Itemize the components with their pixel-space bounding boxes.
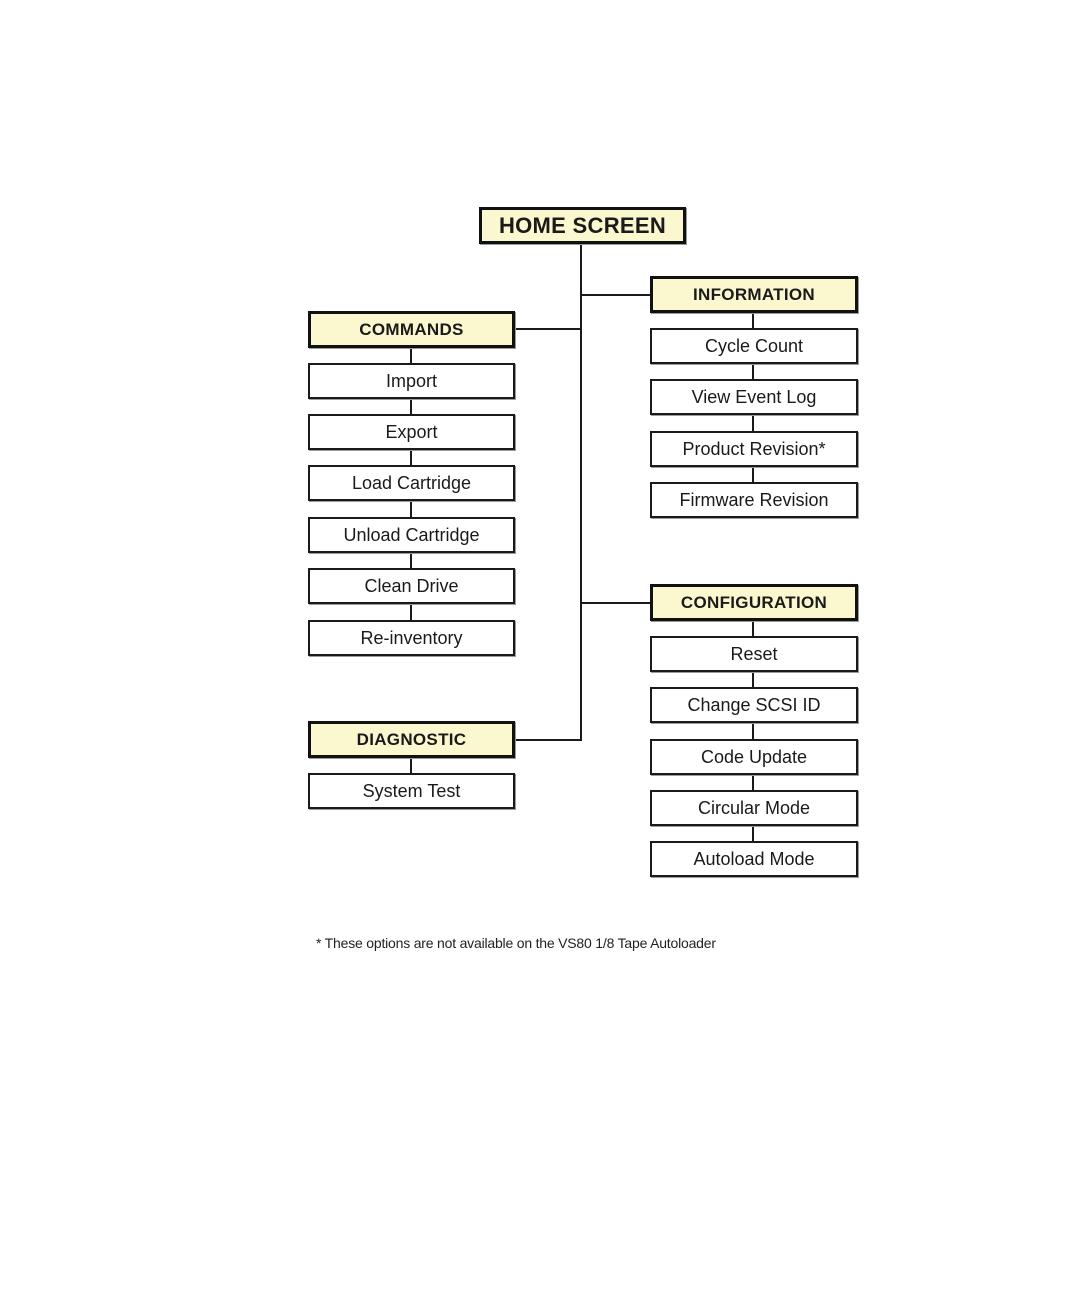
branch-diagnostic-line	[514, 739, 582, 741]
branch-information-line	[580, 294, 652, 296]
configuration-header-box	[650, 584, 858, 621]
command-item-load-cartridge: Load Cartridge	[308, 465, 515, 501]
configuration-item-change-scsi-id: Change SCSI ID	[650, 687, 858, 723]
command-item-re-inventory: Re-inventory	[308, 620, 515, 656]
information-header-box	[650, 276, 858, 313]
information-item-firmware-revision: Firmware Revision	[650, 482, 858, 518]
information-item-product-revision: Product Revision*	[650, 431, 858, 467]
command-item-clean-drive: Clean Drive	[308, 568, 515, 604]
diagnostic-header-label: DIAGNOSTIC	[356, 729, 467, 749]
information-item-view-event-log: View Event Log	[650, 379, 858, 415]
diagnostic-item-system-test: System Test	[308, 773, 515, 809]
home-screen-label: HOME SCREEN	[498, 212, 667, 238]
configuration-item-code-update: Code Update	[650, 739, 858, 775]
diagnostic-header-box	[308, 721, 515, 758]
command-item-import: Import	[308, 363, 515, 399]
home-screen-box	[479, 207, 686, 244]
branch-commands-line	[514, 328, 582, 330]
trunk-line	[580, 242, 582, 741]
configuration-item-circular-mode: Circular Mode	[650, 790, 858, 826]
configuration-item-autoload-mode: Autoload Mode	[650, 841, 858, 877]
information-header-label: INFORMATION	[693, 284, 815, 304]
command-item-export: Export	[308, 414, 515, 450]
branch-configuration-line	[580, 602, 652, 604]
commands-header-box	[308, 311, 515, 348]
footnote: * These options are not available on the VS80 1/8 Tape Autoloader	[316, 935, 716, 951]
configuration-header-label: CONFIGURATION	[680, 592, 828, 612]
commands-header-label: COMMANDS	[359, 319, 464, 339]
configuration-item-reset: Reset	[650, 636, 858, 672]
information-item-cycle-count: Cycle Count	[650, 328, 858, 364]
command-item-unload-cartridge: Unload Cartridge	[308, 517, 515, 553]
